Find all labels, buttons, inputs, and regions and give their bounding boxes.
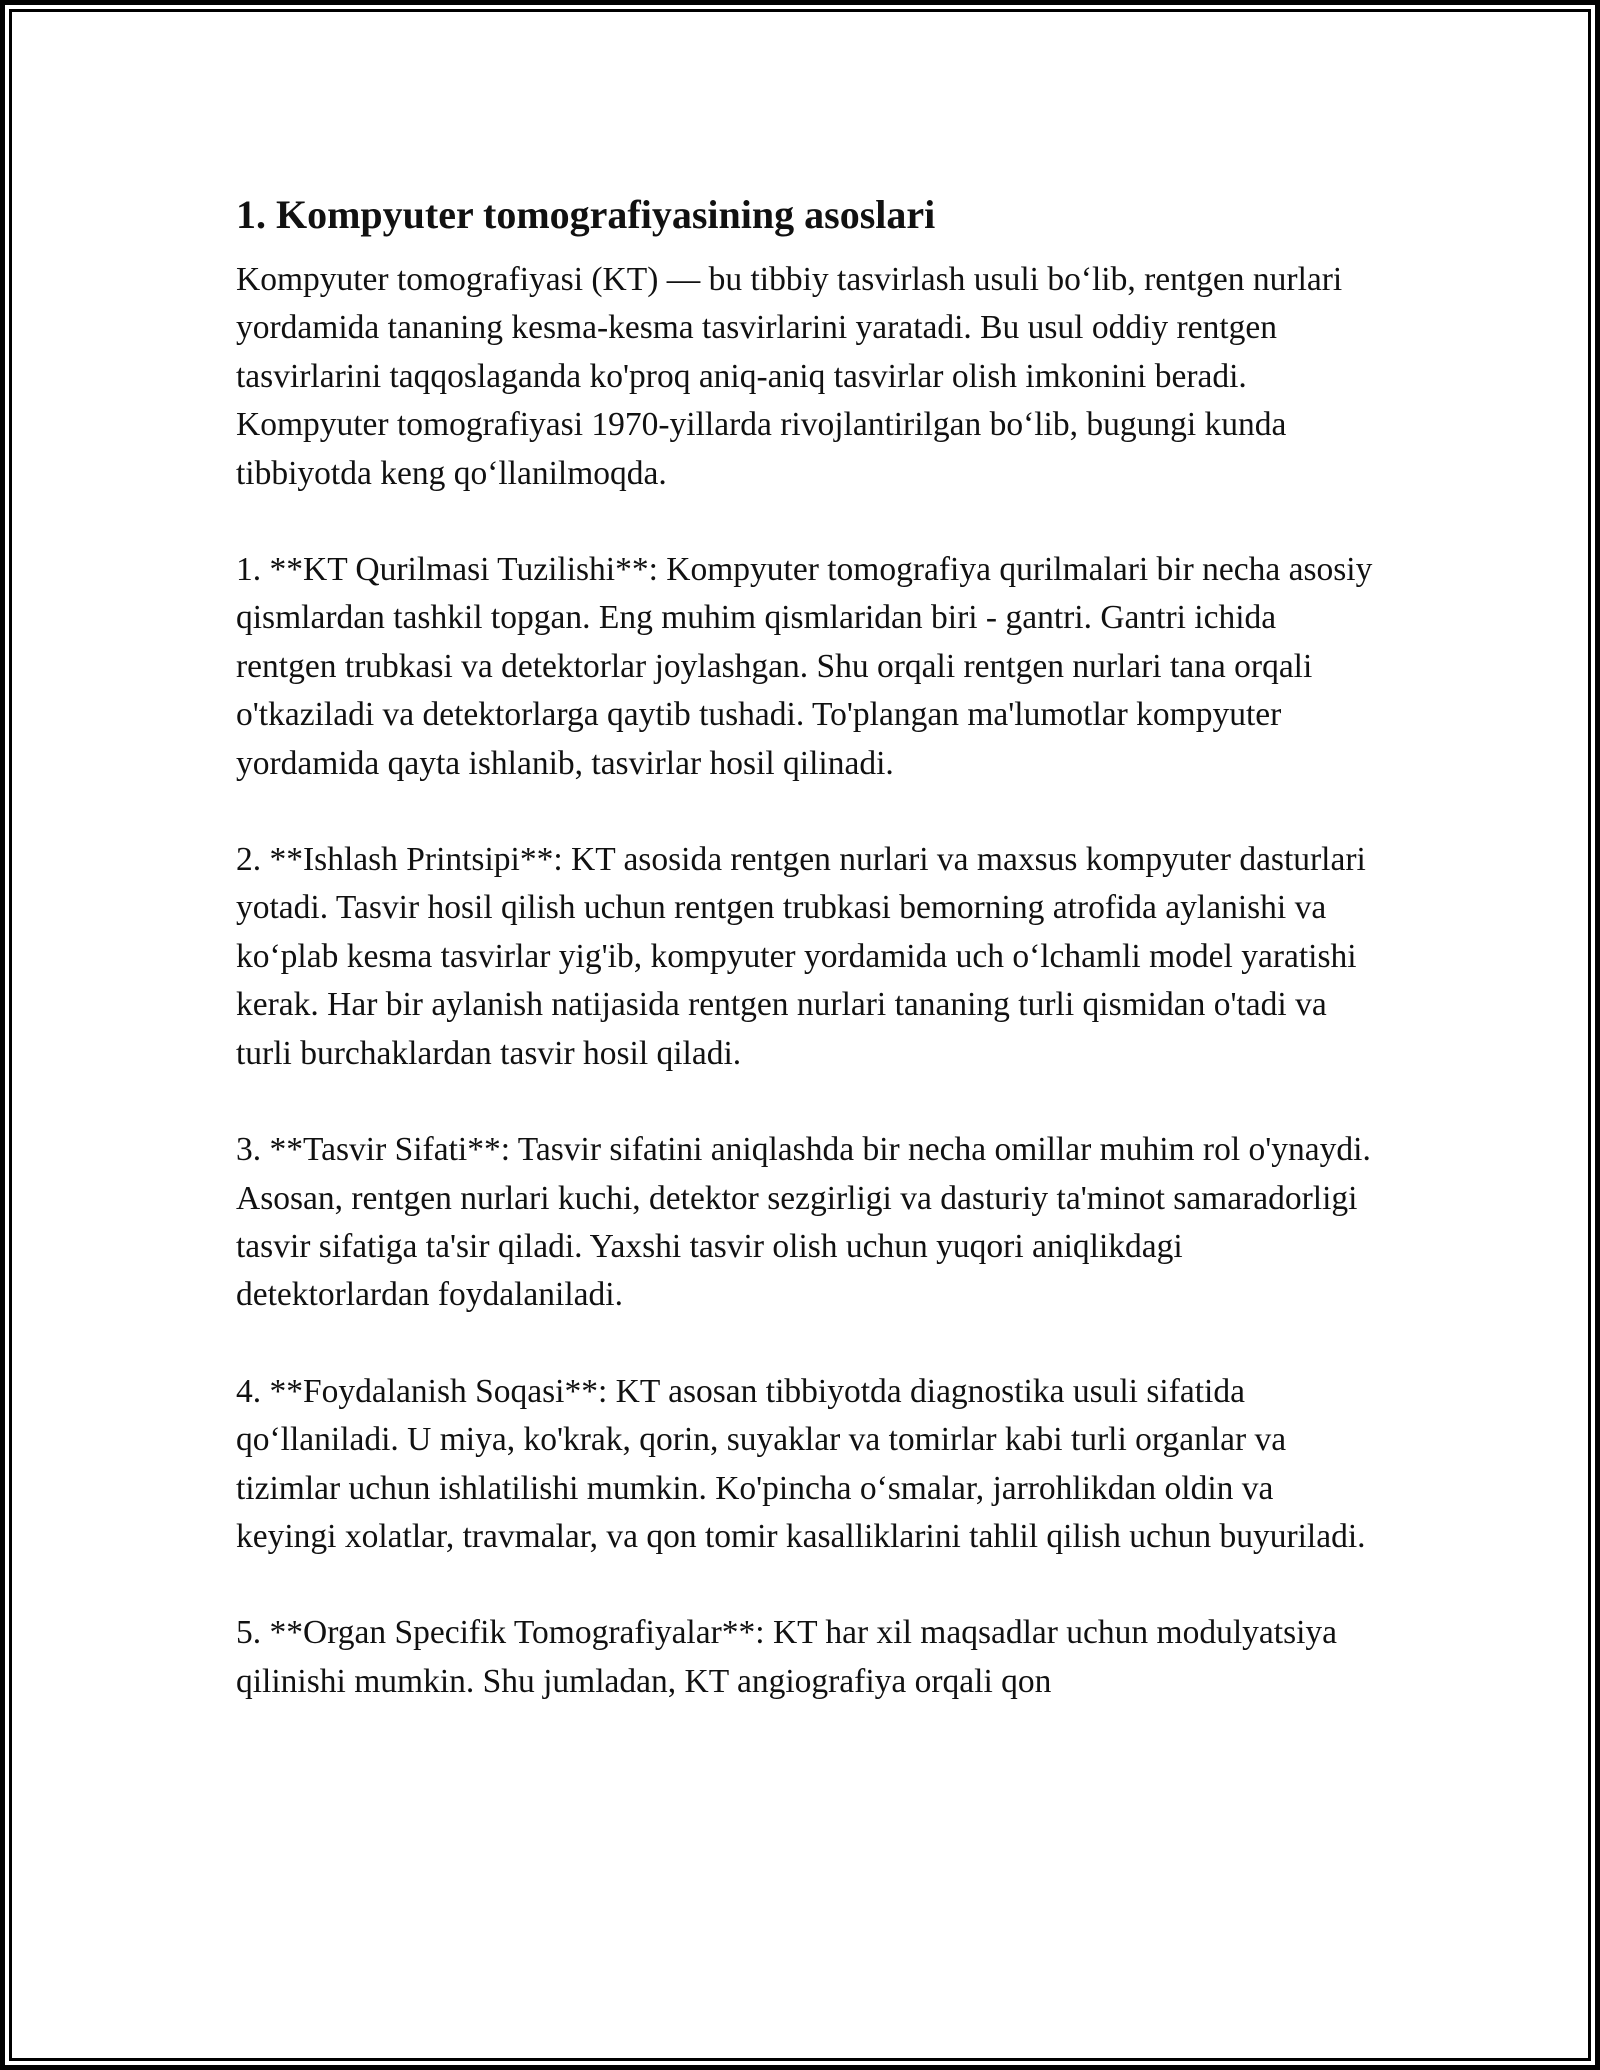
paragraph-working-principle: 2. **Ishlash Printsipi**: KT asosida rentgen nurlari va maxsus kompyuter dasturlari yotadi. Tasvir hosil qilish uchun rentgen trubkasi bemorning atrofida aylanishi va ko‘plab kesma tasvirlar yig'ib, kompyuter yordamida uch o‘lchamli model yaratishi kerak. Har bir aylanish natijasida rentgen nurlari tananing turli qismidan o'tadi va turli burchaklardan tasvir hosil qiladi.	[236, 841, 1366, 1072]
paragraph-organ-specific: 5. **Organ Specifik Tomografiyalar**: KT har xil maqsadlar uchun modulyatsiya qilinishi mumkin. Shu jumladan, KT angiografiya orqali qon	[236, 1614, 1338, 1700]
document-body	[236, 186, 1376, 1754]
intro-paragraph: Kompyuter tomografiyasi (KT) — bu tibbiy tasvirlash usuli bo‘lib, rentgen nurlari yordamida tananing kesma-kesma tasvirlarini yaratadi. Bu usul oddiy rentgen tasvirlarini taqqoslaganda ko'proq aniq-aniq tasvirlar olish imkonini beradi. Kompyuter tomografiyasi 1970-yillarda rivojlantirilgan bo‘lib, bugungi kunda tibbiyotda keng qo‘llanilmoqda.	[236, 261, 1343, 492]
paragraph-device-structure: 1. **KT Qurilmasi Tuzilishi**: Kompyuter tomografiya qurilmalari bir necha asosiy qismlardan tashkil topgan. Eng muhim qismlaridan biri - gantri. Gantri ichida rentgen trubkasi va detektorlar joylashgan. Shu orqali rentgen nurlari tana orqali o'tkaziladi va detektorlarga qaytib tushadi. To'plangan ma'lumotlar kompyuter yordamida qayta ishlanib, tasvirlar hosil qilinadi.	[236, 551, 1373, 782]
section-heading: 1. Kompyuter tomografiyasining asoslari	[236, 192, 936, 237]
paragraph-image-quality: 3. **Tasvir Sifati**: Tasvir sifatini aniqlashda bir necha omillar muhim rol o'ynaydi. Asosan, rentgen nurlari kuchi, detektor sezgirligi va dasturiy ta'minot samaradorligi tasvir sifatiga ta'sir qiladi. Yaxshi tasvir olish uchun yuqori aniqlikdagi detektorlardan foydalaniladi.	[236, 1131, 1371, 1314]
paragraph-usage-area: 4. **Foydalanish Soqasi**: KT asosan tibbiyotda diagnostika usuli sifatida qo‘llaniladi. U miya, ko'krak, qorin, suyaklar va tomirlar kabi turli organlar va tizimlar uchun ishlatilishi mumkin. Ko'pincha o‘smalar, jarrohlikdan oldin va keyingi xolatlar, travmalar, va qon tomir kasalliklarini tahlil qilish uchun buyuriladi.	[236, 1372, 1366, 1555]
